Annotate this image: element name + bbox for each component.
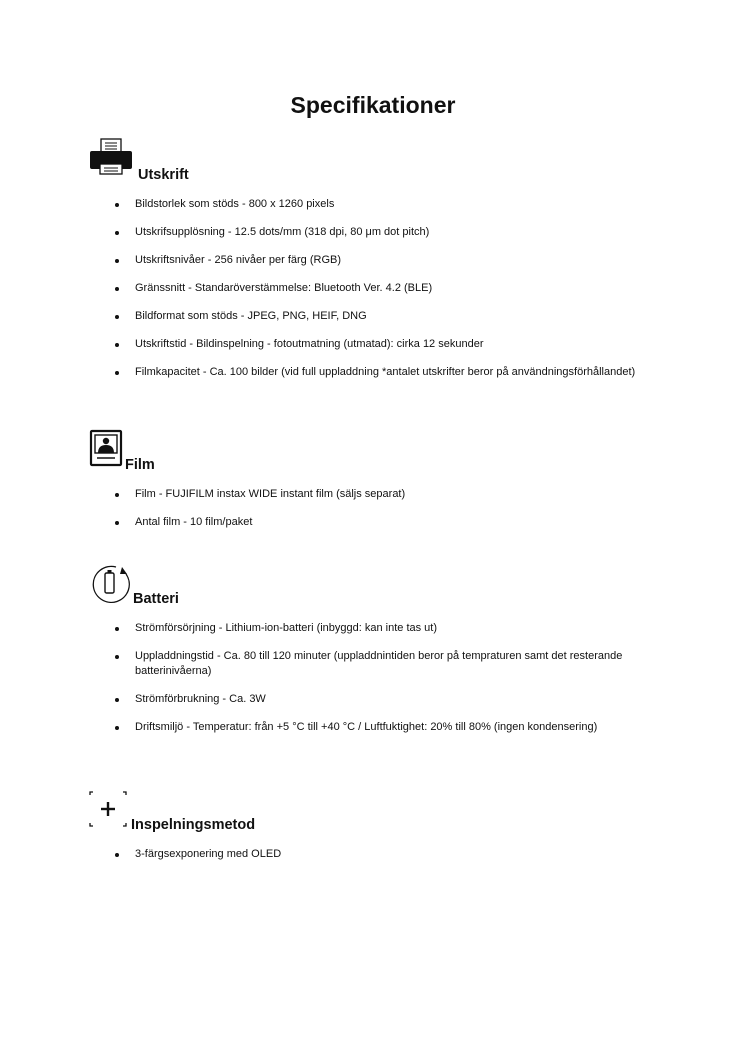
list-item: Driftsmiljö - Temperatur: från +5 °C till +40 °C / Luftfuktighet: 20% till 80% (ingen kondensering) bbox=[88, 720, 688, 735]
printer-icon bbox=[88, 138, 134, 181]
list-item: Gränssnitt - Standaröverstämmelse: Bluetooth Ver. 4.2 (BLE) bbox=[88, 281, 688, 296]
list-item: Utskrifsupplösning - 12.5 dots/mm (318 dpi, 80 μm dot pitch) bbox=[88, 225, 688, 240]
section-header bbox=[88, 788, 688, 834]
list-item: Strömförbrukning - Ca. 3W bbox=[88, 692, 688, 707]
section-film bbox=[88, 428, 688, 530]
spec-list bbox=[88, 621, 688, 735]
list-item: Utskriftsnivåer - 256 nivåer per färg (RGB) bbox=[88, 253, 688, 268]
section-batteri bbox=[88, 562, 688, 735]
page-title: Specifikationer bbox=[290, 92, 456, 118]
list-item: Bildformat som stöds - JPEG, PNG, HEIF, DNG bbox=[88, 309, 688, 324]
list-item: Uppladdningstid - Ca. 80 till 120 minuter (uppladdnintiden beror på tempraturen samt det resterande batterinivåerna) bbox=[88, 649, 688, 679]
section-title: Utskrift bbox=[138, 167, 189, 183]
spec-list bbox=[88, 197, 688, 380]
section-title: Batteri bbox=[133, 591, 179, 607]
list-item: Utskriftstid - Bildinspelning - fotoutmatning (utmatad): cirka 12 sekunder bbox=[88, 337, 688, 352]
section-header bbox=[88, 562, 688, 608]
section-utskrift bbox=[88, 138, 688, 380]
list-item: Filmkapacitet - Ca. 100 bilder (vid full uppladdning *antalet utskrifter beror på användningsförhållandet) bbox=[88, 365, 688, 380]
crosshair-icon bbox=[88, 788, 132, 837]
list-item: Film - FUJIFILM instax WIDE instant film (säljs separat) bbox=[88, 487, 688, 502]
section-inspelningsmetod bbox=[88, 788, 688, 862]
spec-list bbox=[88, 487, 688, 530]
section-header bbox=[88, 428, 688, 474]
list-item: 3-färgsexponering med OLED bbox=[88, 847, 688, 862]
battery-icon bbox=[88, 562, 132, 611]
section-title: Inspelningsmetod bbox=[131, 817, 256, 833]
list-item: Antal film - 10 film/paket bbox=[88, 515, 688, 530]
section-header bbox=[88, 138, 688, 184]
section-title: Film bbox=[125, 457, 155, 473]
list-item: Bildstorlek som stöds - 800 x 1260 pixels bbox=[88, 197, 688, 212]
list-item: Strömförsörjning - Lithium-ion-batteri (inbyggd: kan inte tas ut) bbox=[88, 621, 688, 636]
spec-list bbox=[88, 847, 688, 862]
photo-film-icon bbox=[88, 428, 124, 473]
